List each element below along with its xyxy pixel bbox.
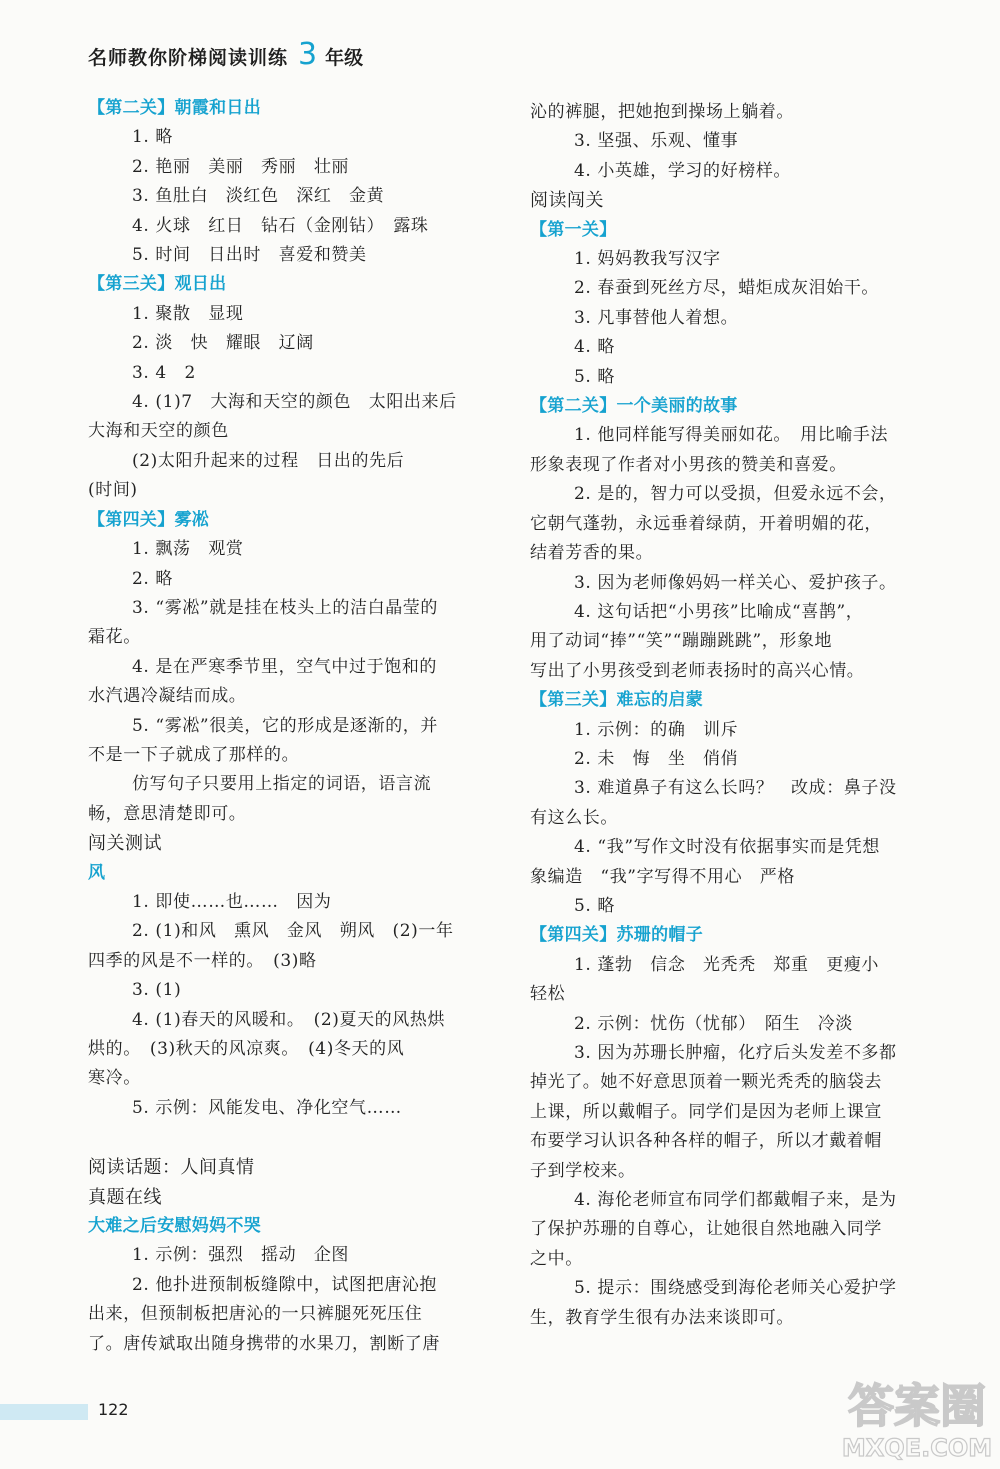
watermark-url: MXQE.COM: [842, 1434, 992, 1462]
answer-continuation: 结着芳香的果。: [530, 543, 654, 564]
answer-line: 3. 鱼肚白 淡红色 深红 金黄: [132, 186, 385, 207]
watermark-logo: [842, 1360, 992, 1464]
answer-line: 4. 小英雄，学习的好榜样。: [574, 160, 792, 181]
page-header: [88, 37, 364, 76]
answer-line: 4. 略: [574, 337, 616, 358]
answer-line: 2. 示例：忧伤（忧郁） 陌生 冷淡: [574, 1013, 853, 1034]
answer-line: 1. 蓬勃 信念 光秃秃 郑重 更瘦小: [574, 954, 880, 975]
section-heading: 阅读话题：人间真情: [88, 1157, 255, 1179]
answer-line: 1. 聚散 显现: [132, 303, 244, 324]
answer-continuation: 生，教育学生很有办法来谈即可。: [530, 1307, 794, 1328]
answer-line: 2. 春蚕到死丝方尽，蜡炬成灰泪始干。: [574, 278, 880, 299]
answer-line: 2. 艳丽 美丽 秀丽 壮丽: [132, 156, 350, 177]
right-column: [530, 98, 930, 1333]
answer-continuation: 用了动词“捧”“笑”“蹦蹦跳跳”，形象地: [530, 631, 833, 652]
book-title: 名师教你阶梯阅读训练: [88, 47, 289, 69]
answer-line: 1. 飘荡 观赏: [132, 539, 244, 560]
answer-continuation: 布要学习认识各种各样的帽子，所以才戴着帽: [530, 1131, 882, 1152]
answer-continuation: 写出了小男孩受到老师表扬时的高兴心情。: [530, 660, 865, 681]
answer-line: 5. 提示：围绕感受到海伦老师关心爱护学: [574, 1278, 897, 1299]
answer-line: 4. 海伦老师宣布同学们都戴帽子来，是为: [574, 1190, 897, 1211]
answer-line: 2. 他扑进预制板缝隙中，试图把唐沁抱: [132, 1274, 438, 1295]
answer-continuation: 掉光了。她不好意思顶着一颗光秃秃的脑袋去: [530, 1072, 882, 1093]
level-heading: 【第四关】苏珊的帽子: [530, 925, 703, 946]
answer-line: 3. 难道鼻子有这么长吗？ 改成：鼻子没: [574, 778, 897, 799]
level-heading: 【第四关】雾凇: [88, 509, 210, 530]
watermark-main: 答案圈: [848, 1379, 986, 1433]
answer-line: 5. 时间 日出时 喜爱和赞美: [132, 245, 367, 266]
answer-line: 2. 是的，智力可以受损，但爱永远不会，: [574, 484, 897, 505]
answer-line: 5. “雾凇”很美，它的形成是逐渐的，并: [132, 715, 439, 736]
section-heading: 真题在线: [88, 1186, 162, 1208]
answer-continuation: 烘的。 (3)秋天的风凉爽。 (4)冬天的风: [88, 1039, 405, 1059]
answer-line: 1. 示例：强烈 摇动 企图: [132, 1245, 350, 1266]
answer-continuation: 了。唐传斌取出随身携带的水果刀，割断了唐: [88, 1333, 440, 1354]
level-heading: 【第三关】难忘的启蒙: [530, 690, 703, 711]
answer-continuation: 寒冷。: [88, 1068, 141, 1089]
answer-line: 1. 略: [132, 127, 174, 148]
answer-line: (2)太阳升起来的过程 日出的先后: [132, 450, 405, 471]
answer-line: 1. 妈妈教我写汉字: [574, 249, 721, 270]
spacer: [88, 1123, 492, 1153]
answer-continuation: 之中。: [530, 1248, 583, 1269]
answer-line: 3. 4 2: [132, 362, 196, 383]
answer-line: 3. 凡事替他人着想。: [574, 307, 739, 328]
answer-line: 5. 略: [574, 895, 616, 916]
answer-continuation: 上课，所以戴帽子。同学们是因为老师上课宣: [530, 1101, 882, 1122]
answer-line: 4. 这句话把“小男孩”比喻成“喜鹊”，: [574, 601, 864, 622]
answer-line: 1. 即使……也…… 因为: [132, 891, 332, 912]
page-number: 122: [98, 1400, 129, 1419]
answer-line: 5. 略: [574, 366, 616, 387]
level-heading: 【第二关】朝霞和日出: [88, 98, 261, 118]
answer-continuation: 不是一下子就成了那样的。: [88, 744, 300, 765]
answer-line: 1. 示例：的确 训斥: [574, 719, 739, 740]
answer-line: 4. 火球 红日 钻石（金刚钻） 露珠: [132, 215, 429, 236]
answer-continuation: 轻松: [530, 984, 566, 1005]
answer-line: 1. 他同样能写得美丽如花。 用比喻手法: [574, 425, 889, 446]
answer-continuation: 有这么长。: [530, 807, 618, 828]
answer-continuation: 形象表现了作者对小男孩的赞美和喜爱。: [530, 454, 847, 475]
answer-continuation: 四季的风是不一样的。 (3)略: [88, 950, 317, 971]
level-heading: 【第三关】观日出: [88, 274, 227, 295]
answer-line: 3. (1): [132, 980, 182, 1001]
grade-number: 3: [298, 37, 318, 72]
answer-line: 2. 未 悔 坐 俏俏: [574, 748, 739, 769]
answer-line: 3. 因为苏珊长肿瘤，化疗后头发差不多都: [574, 1043, 897, 1063]
answer-line: 4. (1)7 大海和天空的颜色 太阳出来后: [132, 392, 457, 413]
answer-continuation: (时间): [88, 480, 138, 501]
grade-label: 年级: [325, 47, 364, 69]
level-heading: 【第二关】一个美丽的故事: [530, 396, 738, 417]
answer-line: 4. 是在严寒季节里，空气中过于饱和的: [132, 656, 438, 677]
answer-line: 5. 示例：风能发电、净化空气……: [132, 1097, 402, 1118]
answer-continuation: 出来，但预制板把唐沁的一只裤腿死死压住: [88, 1304, 423, 1325]
answer-line: 4. “我”写作文时没有依据事实而是凭想: [574, 837, 881, 858]
answer-line: 4. (1)春天的风暖和。 (2)夏天的风热烘: [132, 1009, 446, 1030]
article-title: 大难之后安慰妈妈不哭: [88, 1216, 261, 1237]
answer-line: 2. 淡 快 耀眼 辽阔: [132, 333, 314, 354]
answer-line: 2. 略: [132, 568, 174, 589]
article-title: 风: [88, 862, 106, 883]
answer-line: 3. 坚强、乐观、懂事: [574, 131, 739, 152]
answer-continuation: 畅，意思清楚即可。: [88, 803, 247, 824]
footer-accent-bar: [0, 1404, 88, 1420]
answer-continuation: 水汽遇冷凝结而成。: [88, 686, 247, 707]
answer-continuation: 子到学校来。: [530, 1160, 636, 1181]
answer-continuation: 了保护苏珊的自尊心，让她很自然地融入同学: [530, 1219, 882, 1240]
left-column: [88, 94, 492, 1359]
answer-line: 3. “雾凇”就是挂在枝头上的洁白晶莹的: [132, 597, 439, 618]
section-heading: 闯关测试: [88, 833, 162, 855]
answer-continuation: 它朝气蓬勃，永远垂着绿荫，开着明媚的花，: [530, 513, 882, 534]
level-heading: 【第一关】: [530, 219, 617, 240]
answer-continuation: 沁的裤腿，把她抱到操场上躺着。: [530, 102, 794, 122]
answer-line: 仿写句子只要用上指定的词语，语言流: [132, 774, 432, 795]
answer-continuation: 大海和天空的颜色: [88, 421, 229, 442]
answer-continuation: 象编造 “我”字写得不用心 严格: [530, 866, 795, 887]
section-heading: 阅读闯关: [530, 190, 604, 212]
answer-line: 2. (1)和风 熏风 金风 朔风 (2)一年: [132, 921, 454, 942]
answer-line: 3. 因为老师像妈妈一样关心、爱护孩子。: [574, 572, 897, 593]
answer-continuation: 霜花。: [88, 627, 141, 648]
